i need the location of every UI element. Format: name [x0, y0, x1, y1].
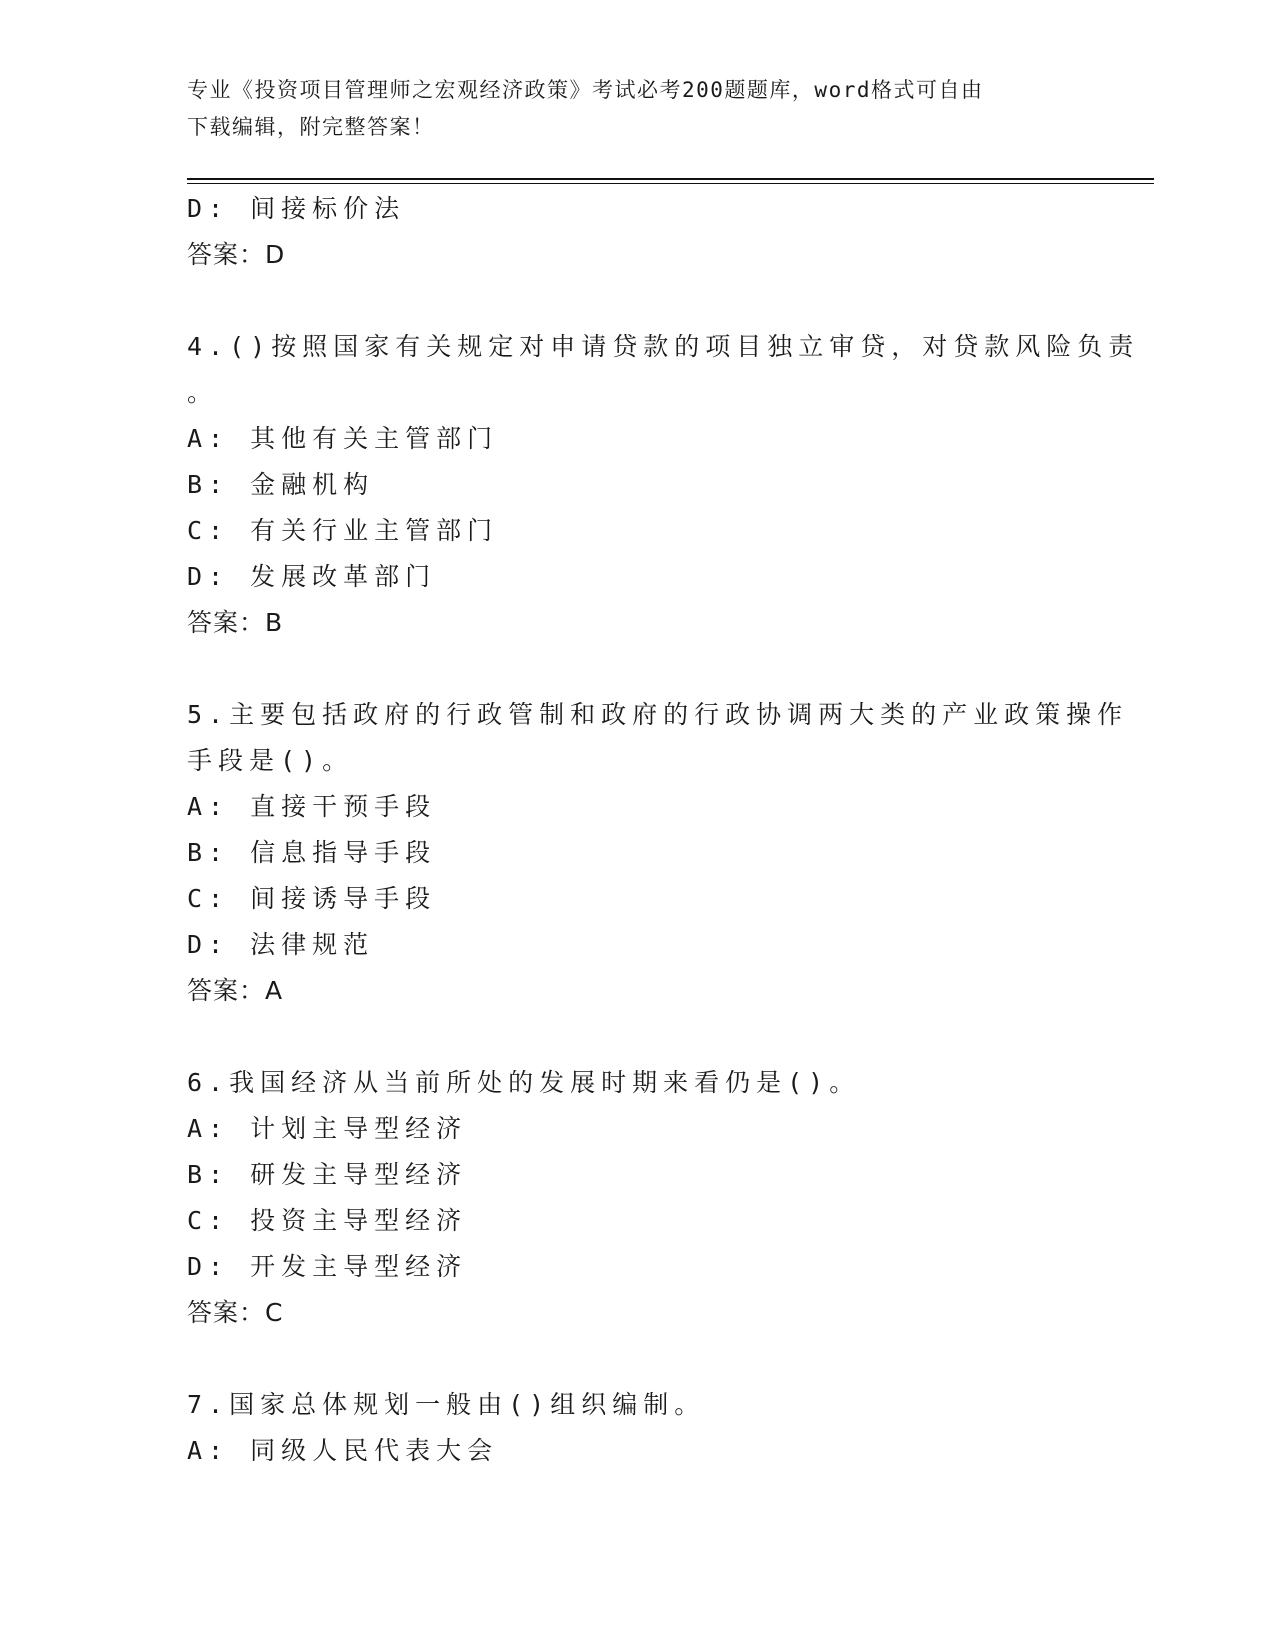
header-rule-thin — [187, 183, 1154, 184]
answer-line: 答案：A — [187, 976, 284, 1005]
question-text: 7.国家总体规划一般由()组织编制。 — [187, 1390, 706, 1419]
option-a: A: 直接干预手段 — [187, 792, 437, 821]
header-line-2: 下载编辑，附完整答案！ — [187, 115, 435, 139]
option-c: C: 有关行业主管部门 — [187, 516, 499, 545]
option-b: B: 信息指导手段 — [187, 838, 437, 867]
question-block — [187, 1382, 1087, 1474]
header-rule-thick — [187, 178, 1154, 180]
document-body — [187, 186, 1140, 1474]
question-block — [187, 324, 1140, 646]
question-text: 5.主要包括政府的行政管制和政府的行政协调两大类的产业政策操作 — [187, 700, 1129, 729]
header-line-1: 专业《投资项目管理师之宏观经济政策》考试必考200题题库，word格式可自由 — [187, 78, 984, 102]
question-block — [187, 692, 1129, 1014]
option-a: A: 其他有关主管部门 — [187, 424, 499, 453]
answer-line: 答案：B — [187, 608, 284, 637]
question-text-continued: 手段是()。 — [187, 746, 354, 775]
question-text-continued: 。 — [187, 378, 219, 407]
question-text: 4.()按照国家有关规定对申请贷款的项目独立审贷，对贷款风险负责 — [187, 332, 1140, 361]
option-d: D: 间接标价法 — [187, 194, 406, 223]
option-a: A: 同级人民代表大会 — [187, 1436, 499, 1465]
option-c: C: 投资主导型经济 — [187, 1206, 468, 1235]
option-d: D: 发展改革部门 — [187, 562, 437, 591]
answer-line: 答案：C — [187, 1298, 284, 1327]
answer-line: 答案：D — [187, 240, 286, 269]
option-a: A: 计划主导型经济 — [187, 1114, 468, 1143]
option-b: B: 金融机构 — [187, 470, 375, 499]
document-header — [187, 72, 1087, 146]
question-block — [187, 1060, 1087, 1336]
question-text: 6.我国经济从当前所处的发展时期来看仍是()。 — [187, 1068, 861, 1097]
option-b: B: 研发主导型经济 — [187, 1160, 468, 1189]
option-d: D: 开发主导型经济 — [187, 1252, 468, 1281]
option-c: C: 间接诱导手段 — [187, 884, 437, 913]
option-d: D: 法律规范 — [187, 930, 375, 959]
